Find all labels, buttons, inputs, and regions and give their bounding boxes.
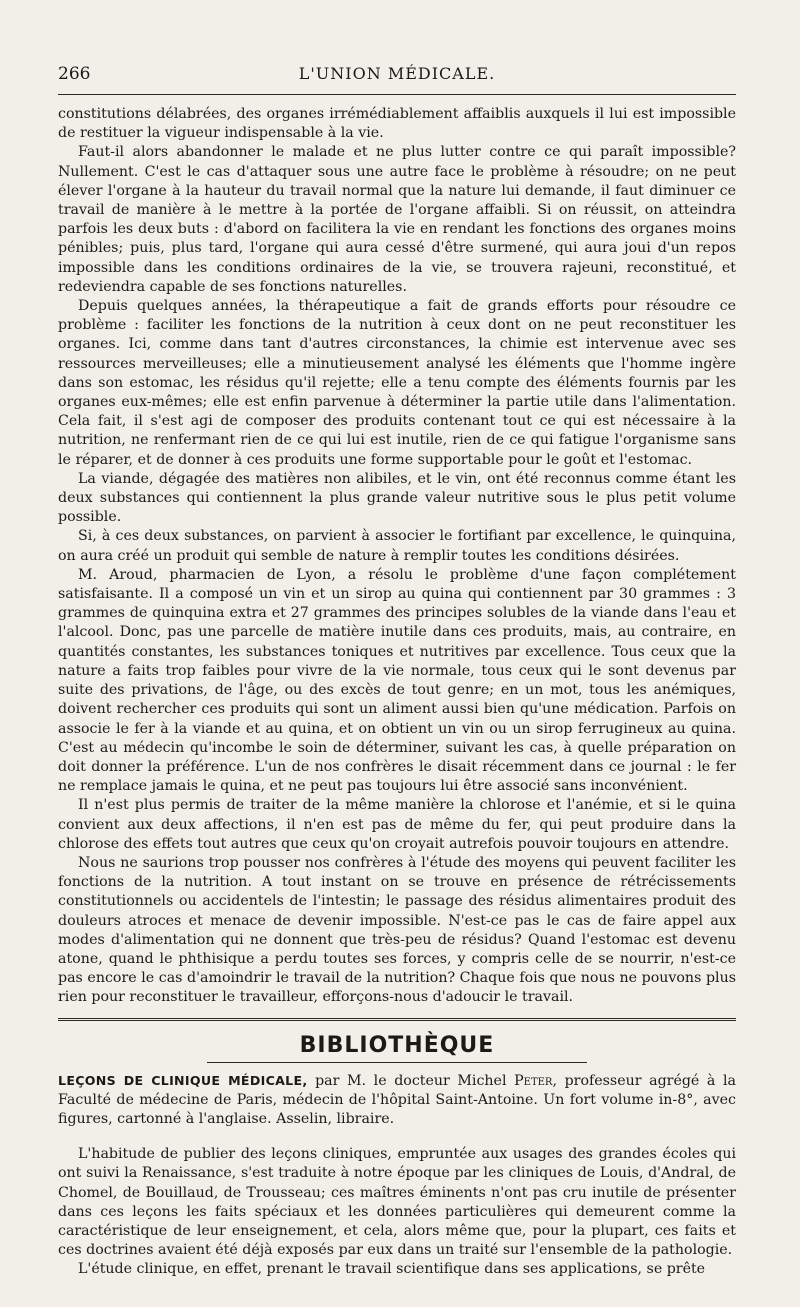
page-header	[58, 62, 736, 92]
section-title: BIBLIOTHÈQUE	[299, 1032, 495, 1058]
book-by: par M. le docteur Michel	[315, 1072, 507, 1089]
book-details: , professeur agrégé à la Faculté de médecine de Paris, médecin de l'hôpital Saint-Antoine. Un fort volume in-8°, avec figures, cartonné à l'anglaise. Asselin, libraire.	[58, 1072, 736, 1127]
running-title: L'UNION MÉDICALE.	[298, 64, 496, 83]
paragraph: Si, à ces deux substances, on parvient à associer le fortifiant par excellence, le quinquina, on aura créé un produit qui semble de nature à remplir toutes les conditions désirées.	[58, 528, 736, 564]
review-body	[58, 1145, 736, 1279]
book-title: LEÇONS DE CLINIQUE MÉDICALE,	[58, 1072, 308, 1088]
section-rule	[58, 1018, 736, 1023]
book-author: Peter	[514, 1072, 553, 1089]
title-underline	[207, 1062, 587, 1063]
paragraph: constitutions délabrées, des organes irrémédiablement affaiblis auxquels il lui est impossible de restituer la vigueur indispensable à la vie.	[58, 106, 736, 142]
paragraph: L'habitude de publier des leçons cliniques, empruntée aux usages des grandes écoles qui ont suivi la Renaissance, s'est traduite à notre époque par les cliniques de Louis, d'Andral, de Chomel, de Bouillaud, de Trousseau; ces maîtres éminents n'ont pas cru inutile de présenter dans ces leçons les faits spéciaux et les données particulières qui demeurent comme la caractéristique de leur enseignement, et cela, alors même que, pour la plupart, ces faits et ces doctrines avaient été déjà exposés par eux dans un traité sur l'ensemble de la pathologie.	[58, 1146, 736, 1259]
journal-page	[58, 62, 736, 1280]
page-number: 266	[58, 64, 91, 84]
paragraph: Depuis quelques années, la thérapeutique a fait de grands efforts pour résoudre ce problème : faciliter les fonctions de la nutrition à ceux dont on ne peut reconstituer les organes. Ici, comme dans tant d'autres circonstances, la chimie est intervenue avec ses ressources merveilleuses; elle a minutieusement analysé les éléments que l'homme ingère dans son estomac, les résidus qu'il rejette; elle a tenu compte des éléments fournis par les organes eux-mêmes; elle est enfin parvenue à déterminer la partie utile dans l'alimentation. Cela fait, il s'est agi de composer des produits contenant tout ce qui est nécessaire à la nutrition, ne renfermant rien de ce qui lui est inutile, rien de ce qui fatigue l'organisme sans le réparer, et de donner à ces produits une forme supportable pour le goût et l'estomac.	[58, 298, 736, 468]
book-reference	[58, 1071, 736, 1130]
paragraph: Nous ne saurions trop pousser nos confrères à l'étude des moyens qui peuvent faciliter les fonctions de la nutrition. A tout instant on se trouve en présence de rétrécissements constitutionnels ou accidentels de l'intestin; le passage des résidus alimentaires produit des douleurs atroces et menace de devenir impossible. N'est-ce pas le cas de faire appel aux modes d'alimentation qui ne donnent que très-peu de résidus? Quand l'estomac est devenu atone, quand le phthisique a perdu toutes ses forces, y compris celle de se nourrir, n'est-ce pas encore le cas d'amoindrir le travail de la nutrition? Chaque fois que nous ne pouvons plus rien pour reconstituer le travailleur, efforçons-nous d'adoucir le travail.	[58, 854, 736, 1006]
paragraph: Il n'est plus permis de traiter de la même manière la chlorose et l'anémie, et si le quina convient aux deux affections, il n'en est pas de même du fer, qui peut produire dans la chlorose des effets tout autres que ceux qu'on croyait autrefois pouvoir toujours en attendre.	[58, 797, 736, 852]
header-rule	[58, 94, 736, 95]
article-body	[58, 105, 736, 1008]
paragraph: Faut-il alors abandonner le malade et ne plus lutter contre ce qui paraît impossible? Nullement. C'est le cas d'attaquer sous une autre face le problème à résoudre; on ne peut élever l'organe à la hauteur du travail normal que la nature lui demande, il faut diminuer ce travail de manière à le mettre à la portée de l'organe affaibli. Si on réussit, on atteindra parfois les deux buts : d'abord on facilitera la vie en rendant les fonctions des organes moins pénibles; puis, plus tard, l'organe qui aura cessé d'être surmené, qui aura joui d'un repos impossible dans les conditions ordinaires de la vie, se trouvera rajeuni, reconstitué, et redeviendra capable de ses fonctions naturelles.	[58, 144, 736, 295]
paragraph: M. Aroud, pharmacien de Lyon, a résolu le problème d'une façon complétement satisfaisante. Il a composé un vin et un sirop au quina qui contiennent par 30 grammes : 3 grammes de quinquina extra et 27 grammes des principes solubles de la viande dans l'eau et l'alcool. Donc, pas une parcelle de matière inutile dans ces produits, mais, au contraire, en quantités constantes, les substances toniques et nutritives par excellence. Tous ceux que la nature a faits trop faibles pour vivre de la vie normale, tous ceux qui le sont devenus par suite des privations, de l'âge, ou des excès de tout genre; en un mot, tous les anémiques, doivent rechercher ces produits qui sont un aliment aussi bien qu'une médication. Parfois on associe le fer à la viande et au quina, et on obtient un vin ou un sirop ferrugineux au quina. C'est au médecin qu'incombe le soin de déterminer, suivant les cas, à quelle préparation on doit donner la préférence. L'un de nos confrères le disait récemment dans ce journal : le fer ne remplace jamais le quina, et ne peut pas toujours lui être associé sans inconvénient.	[58, 566, 736, 795]
paragraph: L'étude clinique, en effet, prenant le travail scientifique dans ses applications, se prête	[78, 1261, 706, 1278]
paragraph: La viande, dégagée des matières non alibiles, et le vin, ont été reconnus comme étant les deux substances qui contiennent la plus grande valeur nutritive sous le plus petit volume possible.	[58, 470, 736, 526]
